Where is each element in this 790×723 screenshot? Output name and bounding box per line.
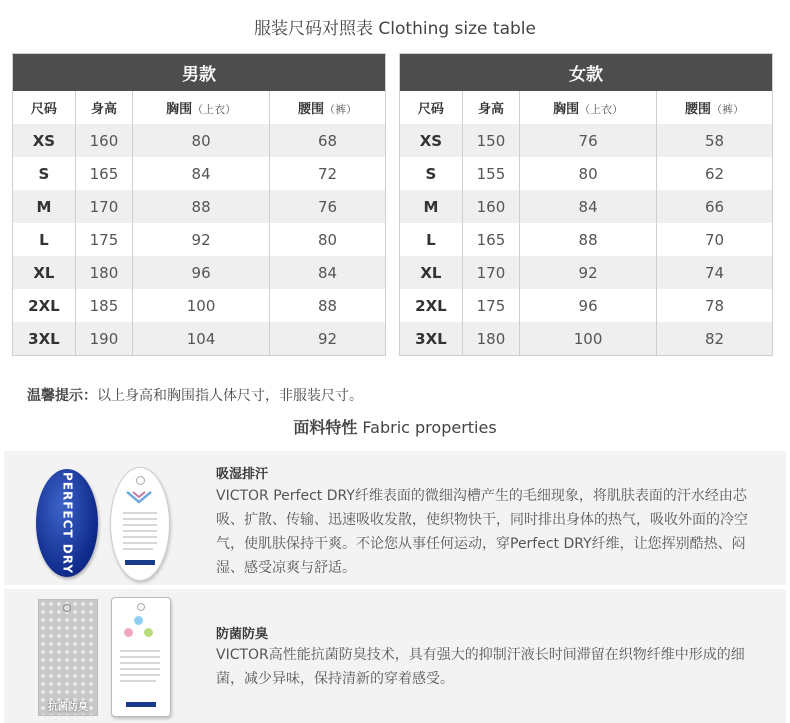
height-cell: 165	[462, 223, 519, 256]
size-tip	[27, 385, 363, 405]
size-cell: XS	[13, 124, 76, 157]
size-cell: 2XL	[13, 289, 76, 322]
table-row	[400, 289, 773, 322]
waist-cell: 82	[657, 322, 773, 356]
fabric-title: 面料特性 Fabric properties	[293, 418, 497, 437]
size-cell: L	[400, 223, 463, 256]
tip-label: 温馨提示：	[27, 388, 97, 404]
waist-cell: 88	[270, 289, 386, 322]
antibacterial-fabric-image: 抗菌防臭	[38, 599, 98, 716]
table-row	[400, 190, 773, 223]
col-waist: 腰围（裤）	[657, 91, 773, 124]
col-size: 尺码	[13, 91, 76, 124]
chest-cell: 76	[520, 124, 657, 157]
chest-cell: 80	[133, 124, 270, 157]
height-cell: 190	[75, 322, 132, 356]
waist-cell: 66	[657, 190, 773, 223]
feature-panel-moisture	[4, 451, 786, 585]
height-cell: 180	[462, 322, 519, 356]
antibacterial-tag-image	[111, 597, 171, 717]
chest-cell: 84	[520, 190, 657, 223]
column-header-row	[13, 91, 386, 124]
table-row	[400, 322, 773, 356]
hang-tag-image	[110, 467, 170, 581]
waist-cell: 92	[270, 322, 386, 356]
chest-cell: 80	[520, 157, 657, 190]
feature-panel-antibacterial	[4, 589, 786, 723]
waist-cell: 76	[270, 190, 386, 223]
chest-cell: 92	[520, 256, 657, 289]
waist-cell: 68	[270, 124, 386, 157]
waist-cell: 74	[657, 256, 773, 289]
height-cell: 175	[462, 289, 519, 322]
women-size-table	[399, 53, 773, 356]
chest-cell: 96	[133, 256, 270, 289]
waist-cell: 58	[657, 124, 773, 157]
table-row	[400, 157, 773, 190]
size-cell: XL	[13, 256, 76, 289]
chest-cell: 92	[133, 223, 270, 256]
height-cell: 185	[75, 289, 132, 322]
feature-description: VICTOR高性能抗菌防臭技术，具有强大的抑制汗液长时间滞留在织物纤维中形成的细菌，减少异味，保持清新的穿着感受。	[216, 647, 745, 687]
height-cell: 170	[75, 190, 132, 223]
chest-cell: 96	[520, 289, 657, 322]
waist-cell: 84	[270, 256, 386, 289]
col-size: 尺码	[400, 91, 463, 124]
height-cell: 165	[75, 157, 132, 190]
chest-cell: 100	[520, 322, 657, 356]
chest-cell: 88	[520, 223, 657, 256]
size-cell: S	[13, 157, 76, 190]
waist-cell: 72	[270, 157, 386, 190]
table-row	[400, 256, 773, 289]
men-size-table	[12, 53, 386, 356]
table-row	[13, 157, 386, 190]
col-chest: 胸围（上衣）	[520, 91, 657, 124]
chest-cell: 84	[133, 157, 270, 190]
col-height: 身高	[462, 91, 519, 124]
women-table-header: 女款	[400, 54, 773, 92]
chest-cell: 100	[133, 289, 270, 322]
table-row	[400, 223, 773, 256]
table-row	[13, 223, 386, 256]
size-cell: 2XL	[400, 289, 463, 322]
col-chest: 胸围（上衣）	[133, 91, 270, 124]
waist-cell: 70	[657, 223, 773, 256]
size-table-title: 服装尺码对照表 Clothing size table	[254, 19, 536, 39]
height-cell: 180	[75, 256, 132, 289]
size-cell: M	[400, 190, 463, 223]
column-header-row	[400, 91, 773, 124]
table-row	[13, 322, 386, 356]
chest-cell: 104	[133, 322, 270, 356]
men-table-header: 男款	[13, 54, 386, 92]
height-cell: 155	[462, 157, 519, 190]
height-cell: 160	[75, 124, 132, 157]
table-row	[13, 289, 386, 322]
size-cell: L	[13, 223, 76, 256]
chest-cell: 88	[133, 190, 270, 223]
feature-description: VICTOR Perfect DRY纤维表面的微细沟槽产生的毛细现象，将肌肤表面的汗水经由芯吸、扩散、传输、迅速吸收发散，使织物快干，同时排出身体的热气，吸收外面的冷空气，使肌肤保持干爽。不论您从事任何运动，穿Perfect DRY纤维，让您挥别酷热、闷湿、感受凉爽与舒适。	[216, 488, 748, 576]
perfect-dry-tag-image: PERFECT DRY	[36, 469, 98, 577]
feature-title: 防菌防臭	[216, 627, 269, 642]
waist-cell: 80	[270, 223, 386, 256]
table-row	[400, 124, 773, 157]
size-cell: XS	[400, 124, 463, 157]
table-row	[13, 256, 386, 289]
size-cell: 3XL	[13, 322, 76, 356]
size-cell: S	[400, 157, 463, 190]
height-cell: 160	[462, 190, 519, 223]
feature-title: 吸湿排汗	[216, 467, 269, 482]
tip-text: 以上身高和胸围指人体尺寸，非服装尺寸。	[97, 388, 363, 404]
col-height: 身高	[75, 91, 132, 124]
height-cell: 175	[75, 223, 132, 256]
size-cell: XL	[400, 256, 463, 289]
table-row	[13, 124, 386, 157]
size-cell: M	[13, 190, 76, 223]
waist-cell: 78	[657, 289, 773, 322]
size-cell: 3XL	[400, 322, 463, 356]
table-row	[13, 190, 386, 223]
col-waist: 腰围（裤）	[270, 91, 386, 124]
height-cell: 170	[462, 256, 519, 289]
waist-cell: 62	[657, 157, 773, 190]
height-cell: 150	[462, 124, 519, 157]
